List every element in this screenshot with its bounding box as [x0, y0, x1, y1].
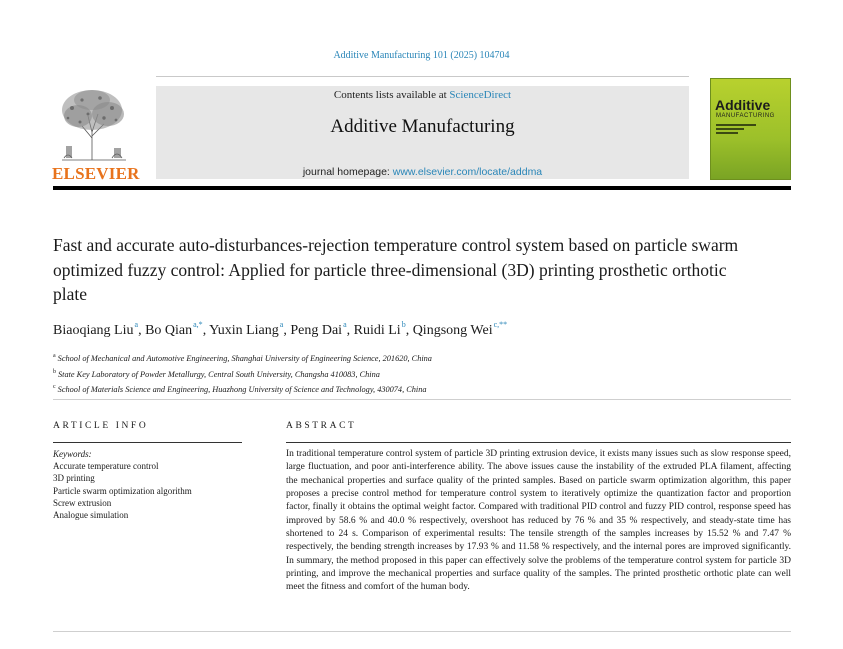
abstract-text: In traditional temperature control system of particle 3D printing extrusion device, it exists many issues such as slow response speed, large fluctuation, and poor anti-interference ability. The above issues cause the instability of the extruded PLA filament, affecting the mechanical properties and surface quality of the printed samples. Based on particle swarm optimization algorithm, this paper proposes a precise control method for temperature control system to iteratively optimize the quantization factor and proportion factor, finally it obtains the optimal weight factor. Compared with traditional PID control and fuzzy PID control, response speed has improved by 58.6 % and 40.0 % respectively, overshoot has reduced by 76 % and 35 % respectively, and steady-state time has shortened to 24 s. Comparison of experimental results: The tensile strength of the samples increases by 15.52 % and 7.47 % respectively, the bending strength increases by 17.93 % and 11.58 % respectively, and the internal pores are improved significantly. In summary, the method proposed in this paper can effectively solve the problems of the temperature control system for particle 3D printing, and improve the mechanical properties and surface quality of the samples. The printed prosthetic orthotic plate can well meet the fitness and comfort of the human body.: [286, 449, 791, 593]
homepage-link[interactable]: www.elsevier.com/locate/addma: [392, 166, 543, 178]
abstract-bottom-rule: [53, 631, 791, 632]
paper-title: Fast and accurate auto-disturbances-rejection temperature control system based on particle swarm optimized fuzzy control: Applied for particle three-dimensional (3D) printing prosthetic orthotic plate: [53, 235, 739, 304]
author-affiliation-mark[interactable]: c,**: [493, 320, 508, 329]
journal-citation[interactable]: Additive Manufacturing 101 (2025) 104704: [333, 50, 510, 61]
keyword-item: Particle swarm optimization algorithm: [53, 485, 192, 496]
affiliation-item: [53, 381, 793, 397]
affiliation-mark: a: [53, 353, 56, 359]
author-separator: ,: [283, 323, 291, 338]
contents-prefix: Contents lists available at: [333, 89, 450, 101]
author-name[interactable]: Ruidi Li: [353, 323, 401, 338]
header-thick-rule: [53, 186, 791, 190]
affiliation-list: [53, 350, 793, 397]
cover-title: Additive: [715, 97, 771, 113]
cover-subtitle: MANUFACTURING: [716, 113, 775, 119]
author-separator: ,: [138, 323, 146, 338]
author-affiliation-mark[interactable]: a: [343, 320, 347, 329]
affiliation-item: [53, 366, 793, 382]
affiliation-text: State Key Laboratory of Powder Metallurgy, Central South University, Changsha 410083, China: [58, 369, 380, 379]
author-affiliation-mark[interactable]: a,*: [193, 320, 203, 329]
homepage-prefix: journal homepage:: [302, 166, 393, 178]
keyword-list: [53, 460, 243, 521]
affiliation-divider: [53, 399, 791, 400]
abstract-heading: ABSTRACT: [286, 421, 357, 431]
sciencedirect-link[interactable]: ScienceDirect: [449, 89, 512, 101]
cover-decoration: [716, 124, 756, 136]
author-name[interactable]: Bo Qian: [145, 323, 193, 338]
affiliation-text: School of Materials Science and Engineering, Huazhong University of Science and Technology, 430074, China: [57, 385, 427, 395]
elsevier-tree-logo-icon: [52, 86, 136, 162]
elsevier-logo[interactable]: [52, 86, 140, 183]
author-separator: ,: [405, 323, 413, 338]
keyword-item: Accurate temperature control: [53, 461, 159, 472]
keyword-item: 3D printing: [53, 473, 95, 484]
author-affiliation-mark[interactable]: b: [401, 320, 406, 329]
publisher-name: ELSEVIER: [52, 164, 140, 183]
header-divider: [156, 76, 689, 77]
journal-title: Additive Manufacturing: [330, 116, 515, 137]
affiliation-mark: b: [53, 368, 56, 375]
journal-homepage: [156, 166, 689, 178]
author-name[interactable]: Qingsong Wei: [412, 323, 493, 338]
author-affiliation-mark[interactable]: a: [134, 320, 139, 329]
affiliation-mark: c: [53, 384, 56, 391]
author-list: [53, 320, 793, 339]
author-separator: ,: [202, 323, 210, 338]
contents-line: [156, 89, 689, 101]
journal-cover-image[interactable]: [710, 78, 791, 180]
article-info-heading: ARTICLE INFO: [53, 421, 149, 431]
article-info-rule: [53, 442, 242, 443]
keyword-item: Analogue simulation: [53, 510, 129, 521]
affiliation-item: [53, 350, 793, 366]
affiliation-text: School of Mechanical and Automotive Engineering, Shanghai University of Engineering Science, 201620, China: [57, 354, 432, 363]
keywords-label: Keywords:: [53, 449, 92, 459]
author-name[interactable]: Peng Dai: [290, 323, 343, 338]
author-name[interactable]: Yuxin Liang: [209, 323, 279, 338]
abstract-rule: [286, 442, 791, 443]
author-affiliation-mark[interactable]: a: [279, 320, 284, 329]
keyword-item: Screw extrusion: [53, 497, 112, 508]
author-separator: ,: [346, 323, 354, 338]
journal-banner: [156, 86, 689, 179]
author-name[interactable]: Biaoqiang Liu: [53, 323, 134, 338]
keywords-block: [53, 448, 243, 521]
